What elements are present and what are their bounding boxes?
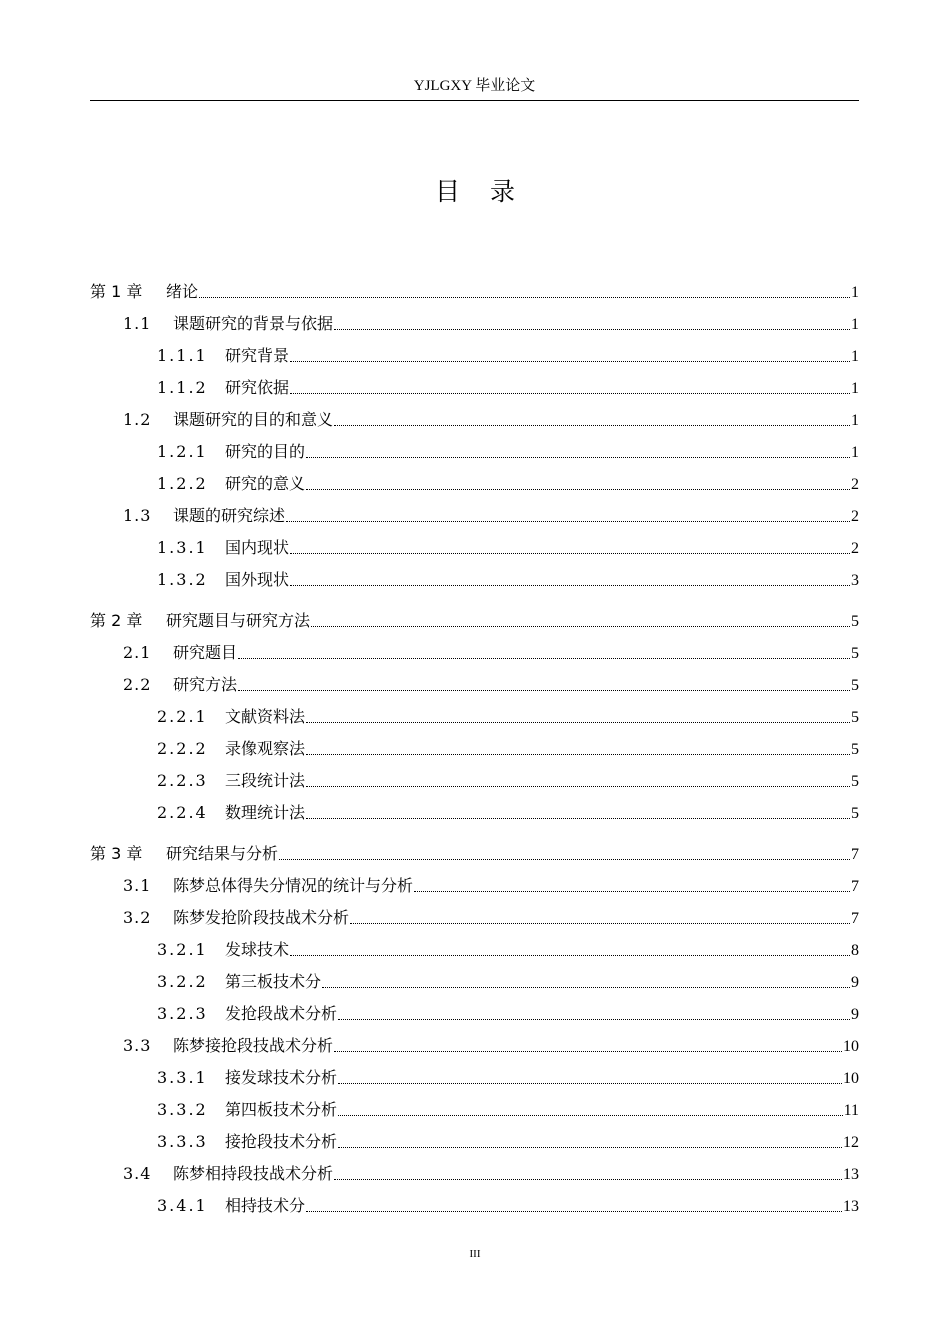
toc-entry-number: 3.2.2 (157, 972, 208, 991)
toc-entry-title: 课题研究的目的和意义 (173, 410, 334, 429)
toc-entry[interactable] (90, 970, 859, 994)
toc-entry-page: 5 (851, 805, 859, 822)
toc-dot-leader (199, 296, 850, 298)
toc-dot-leader (306, 488, 850, 490)
toc-entry-page: 5 (851, 709, 859, 726)
toc-entry-page: 9 (851, 974, 859, 991)
toc-entry-title: 文献资料法 (225, 707, 306, 726)
toc-entry-number: 3.3 (123, 1036, 152, 1055)
toc-entry-number: 1.1.2 (157, 378, 208, 397)
toc-entry-page: 13 (843, 1198, 859, 1215)
toc-entry-number: 3.4.1 (157, 1196, 208, 1215)
toc-entry-title: 研究依据 (225, 378, 290, 397)
toc-dot-leader (286, 520, 850, 522)
toc-entry-number: 3.2.3 (157, 1004, 208, 1023)
toc-entry[interactable] (90, 801, 859, 825)
toc-entry-title: 陈梦相持段技战术分析 (173, 1164, 334, 1183)
toc-entry-number: 1.2.1 (157, 442, 208, 461)
toc-dot-leader (338, 1146, 842, 1148)
toc-entry-title: 发抢段战术分析 (225, 1004, 338, 1023)
toc-dot-leader (334, 328, 850, 330)
toc-entry-page: 5 (851, 741, 859, 758)
toc-entry[interactable] (90, 705, 859, 729)
toc-entry-title: 第三板技术分 (225, 972, 322, 991)
page-title: 目录 (434, 177, 545, 206)
toc-entry-page: 1 (851, 444, 859, 461)
toc-entry-title: 国外现状 (225, 570, 290, 589)
toc-entry[interactable] (90, 874, 859, 898)
toc-entry-title: 接抢段技术分析 (225, 1132, 338, 1151)
page-header (90, 72, 859, 101)
toc-entry-page: 8 (851, 942, 859, 959)
toc-entry-title: 研究题目 (173, 643, 238, 662)
toc-entry-title: 国内现状 (225, 538, 290, 557)
toc-entry[interactable] (90, 769, 859, 793)
toc-entry-number: 1.2.2 (157, 474, 208, 493)
toc-entry-page: 10 (843, 1070, 859, 1087)
toc-entry-title: 相持技术分 (225, 1196, 306, 1215)
toc-entry-number: 1.3 (123, 506, 152, 525)
toc-entry[interactable] (90, 1194, 859, 1218)
toc-entry[interactable] (90, 1162, 859, 1186)
toc-dot-leader (238, 689, 850, 691)
toc-dot-leader (306, 753, 850, 755)
toc-entry-title: 接发球技术分析 (225, 1068, 338, 1087)
toc-entry-page: 7 (851, 846, 859, 863)
toc-dot-leader (322, 986, 850, 988)
toc-entry-page: 5 (851, 645, 859, 662)
toc-dot-leader (334, 424, 850, 426)
page-number: III (469, 1248, 481, 1260)
toc-dot-leader (338, 1082, 842, 1084)
toc-entry[interactable] (90, 938, 859, 962)
header-text: YJLGXY 毕业论文 (413, 78, 536, 94)
toc-entry-page: 9 (851, 1006, 859, 1023)
toc-entry-number: 1.3.1 (157, 538, 208, 557)
toc-entry-title: 研究背景 (225, 346, 290, 365)
toc-entry-page: 5 (851, 773, 859, 790)
toc-entry[interactable] (90, 440, 859, 464)
toc-dot-leader (338, 1018, 850, 1020)
toc-entry-title: 数理统计法 (225, 803, 306, 822)
toc-entry[interactable] (90, 1130, 859, 1154)
toc-entry-title: 绪论 (166, 282, 199, 301)
toc-entry[interactable] (90, 536, 859, 560)
toc-dot-leader (334, 1178, 842, 1180)
toc-entry-page: 1 (851, 380, 859, 397)
toc-entry[interactable] (90, 641, 859, 665)
toc-entry-number: 3.3.3 (157, 1132, 208, 1151)
toc-entry[interactable] (90, 737, 859, 761)
toc-dot-leader (279, 858, 850, 860)
toc-entry-page: 5 (851, 613, 859, 630)
toc-entry-page: 2 (851, 476, 859, 493)
toc-entry-title: 陈梦发抢阶段技战术分析 (173, 908, 350, 927)
toc-dot-leader (306, 721, 850, 723)
toc-entry-title: 第四板技术分析 (225, 1100, 338, 1119)
toc-entry-page: 7 (851, 878, 859, 895)
toc-entry[interactable] (90, 472, 859, 496)
toc-dot-leader (306, 785, 850, 787)
toc-entry-page: 1 (851, 412, 859, 429)
toc-entry-page: 12 (843, 1134, 859, 1151)
toc-entry-page: 2 (851, 508, 859, 525)
toc-entry-number: 2.2.3 (157, 771, 208, 790)
toc-entry-page: 1 (851, 348, 859, 365)
toc-dot-leader (414, 890, 850, 892)
toc-entry-title: 陈梦总体得失分情况的统计与分析 (173, 876, 414, 895)
toc-entry-title: 研究题目与研究方法 (166, 611, 311, 630)
toc-entry-number: 第 1 章 (90, 282, 143, 301)
toc-entry[interactable] (90, 1034, 859, 1058)
toc-entry-number: 3.2.1 (157, 940, 208, 959)
toc-entry-title: 录像观察法 (225, 739, 306, 758)
toc-entry-page: 2 (851, 540, 859, 557)
toc-entry-page: 1 (851, 284, 859, 301)
toc-entry-number: 1.1.1 (157, 346, 208, 365)
toc-dot-leader (334, 1050, 842, 1052)
toc-entry[interactable] (90, 568, 859, 592)
toc-entry[interactable] (90, 504, 859, 528)
toc-entry-title: 课题研究的背景与依据 (173, 314, 334, 333)
toc-dot-leader (306, 1210, 842, 1212)
toc-entry[interactable] (90, 1066, 859, 1090)
toc-dot-leader (306, 817, 850, 819)
toc-entry-number: 1.3.2 (157, 570, 208, 589)
toc-entry-title: 研究结果与分析 (166, 844, 279, 863)
toc-entry-number: 2.1 (123, 643, 152, 662)
toc-entry-page: 1 (851, 316, 859, 333)
toc-dot-leader (290, 954, 850, 956)
toc-entry-title: 陈梦接抢段技战术分析 (173, 1036, 334, 1055)
toc-dot-leader (238, 657, 850, 659)
toc-dot-leader (311, 625, 850, 627)
toc-entry-number: 1.2 (123, 410, 152, 429)
toc-entry[interactable] (90, 312, 859, 336)
toc-entry[interactable] (90, 344, 859, 368)
toc-entry-number: 2.2.4 (157, 803, 208, 822)
toc-entry-page: 11 (843, 1102, 859, 1119)
toc-dot-leader (306, 456, 850, 458)
toc-entry-page: 10 (843, 1038, 859, 1055)
toc-dot-leader (290, 552, 850, 554)
toc-entry-number: 第 2 章 (90, 611, 143, 630)
toc-entry-number: 2.2 (123, 675, 152, 694)
toc-entry-title: 研究方法 (173, 675, 238, 694)
toc-entry-number: 1.1 (123, 314, 152, 333)
toc-entry-number: 3.1 (123, 876, 152, 895)
toc-entry[interactable] (90, 673, 859, 697)
toc-entry-number: 3.4 (123, 1164, 152, 1183)
toc-dot-leader (290, 392, 850, 394)
toc-entry[interactable] (90, 376, 859, 400)
toc-entry[interactable] (90, 842, 859, 866)
toc-entry-page: 5 (851, 677, 859, 694)
toc-entry-page: 7 (851, 910, 859, 927)
toc-entry-title: 三段统计法 (225, 771, 306, 790)
toc-entry-page: 13 (843, 1166, 859, 1183)
toc-entry-page: 3 (851, 572, 859, 589)
toc-entry-title: 研究的目的 (225, 442, 306, 461)
toc-entry-number: 2.2.1 (157, 707, 208, 726)
toc-entry[interactable] (90, 1098, 859, 1122)
toc-entry[interactable] (90, 609, 859, 633)
toc-dot-leader (338, 1114, 843, 1116)
toc-entry-title: 课题的研究综述 (173, 506, 286, 525)
toc-entry-number: 2.2.2 (157, 739, 208, 758)
toc-entry-number: 3.3.1 (157, 1068, 208, 1087)
toc-entry[interactable] (90, 280, 859, 304)
toc-entry[interactable] (90, 1002, 859, 1026)
toc-dot-leader (290, 584, 850, 586)
toc-dot-leader (350, 922, 850, 924)
toc-entry-number: 第 3 章 (90, 844, 143, 863)
toc-dot-leader (290, 360, 850, 362)
toc-entry[interactable] (90, 408, 859, 432)
toc-entry-title: 研究的意义 (225, 474, 306, 493)
toc-entry-number: 3.2 (123, 908, 152, 927)
toc-entry-number: 3.3.2 (157, 1100, 208, 1119)
toc-entry[interactable] (90, 906, 859, 930)
toc-entry-title: 发球技术 (225, 940, 290, 959)
